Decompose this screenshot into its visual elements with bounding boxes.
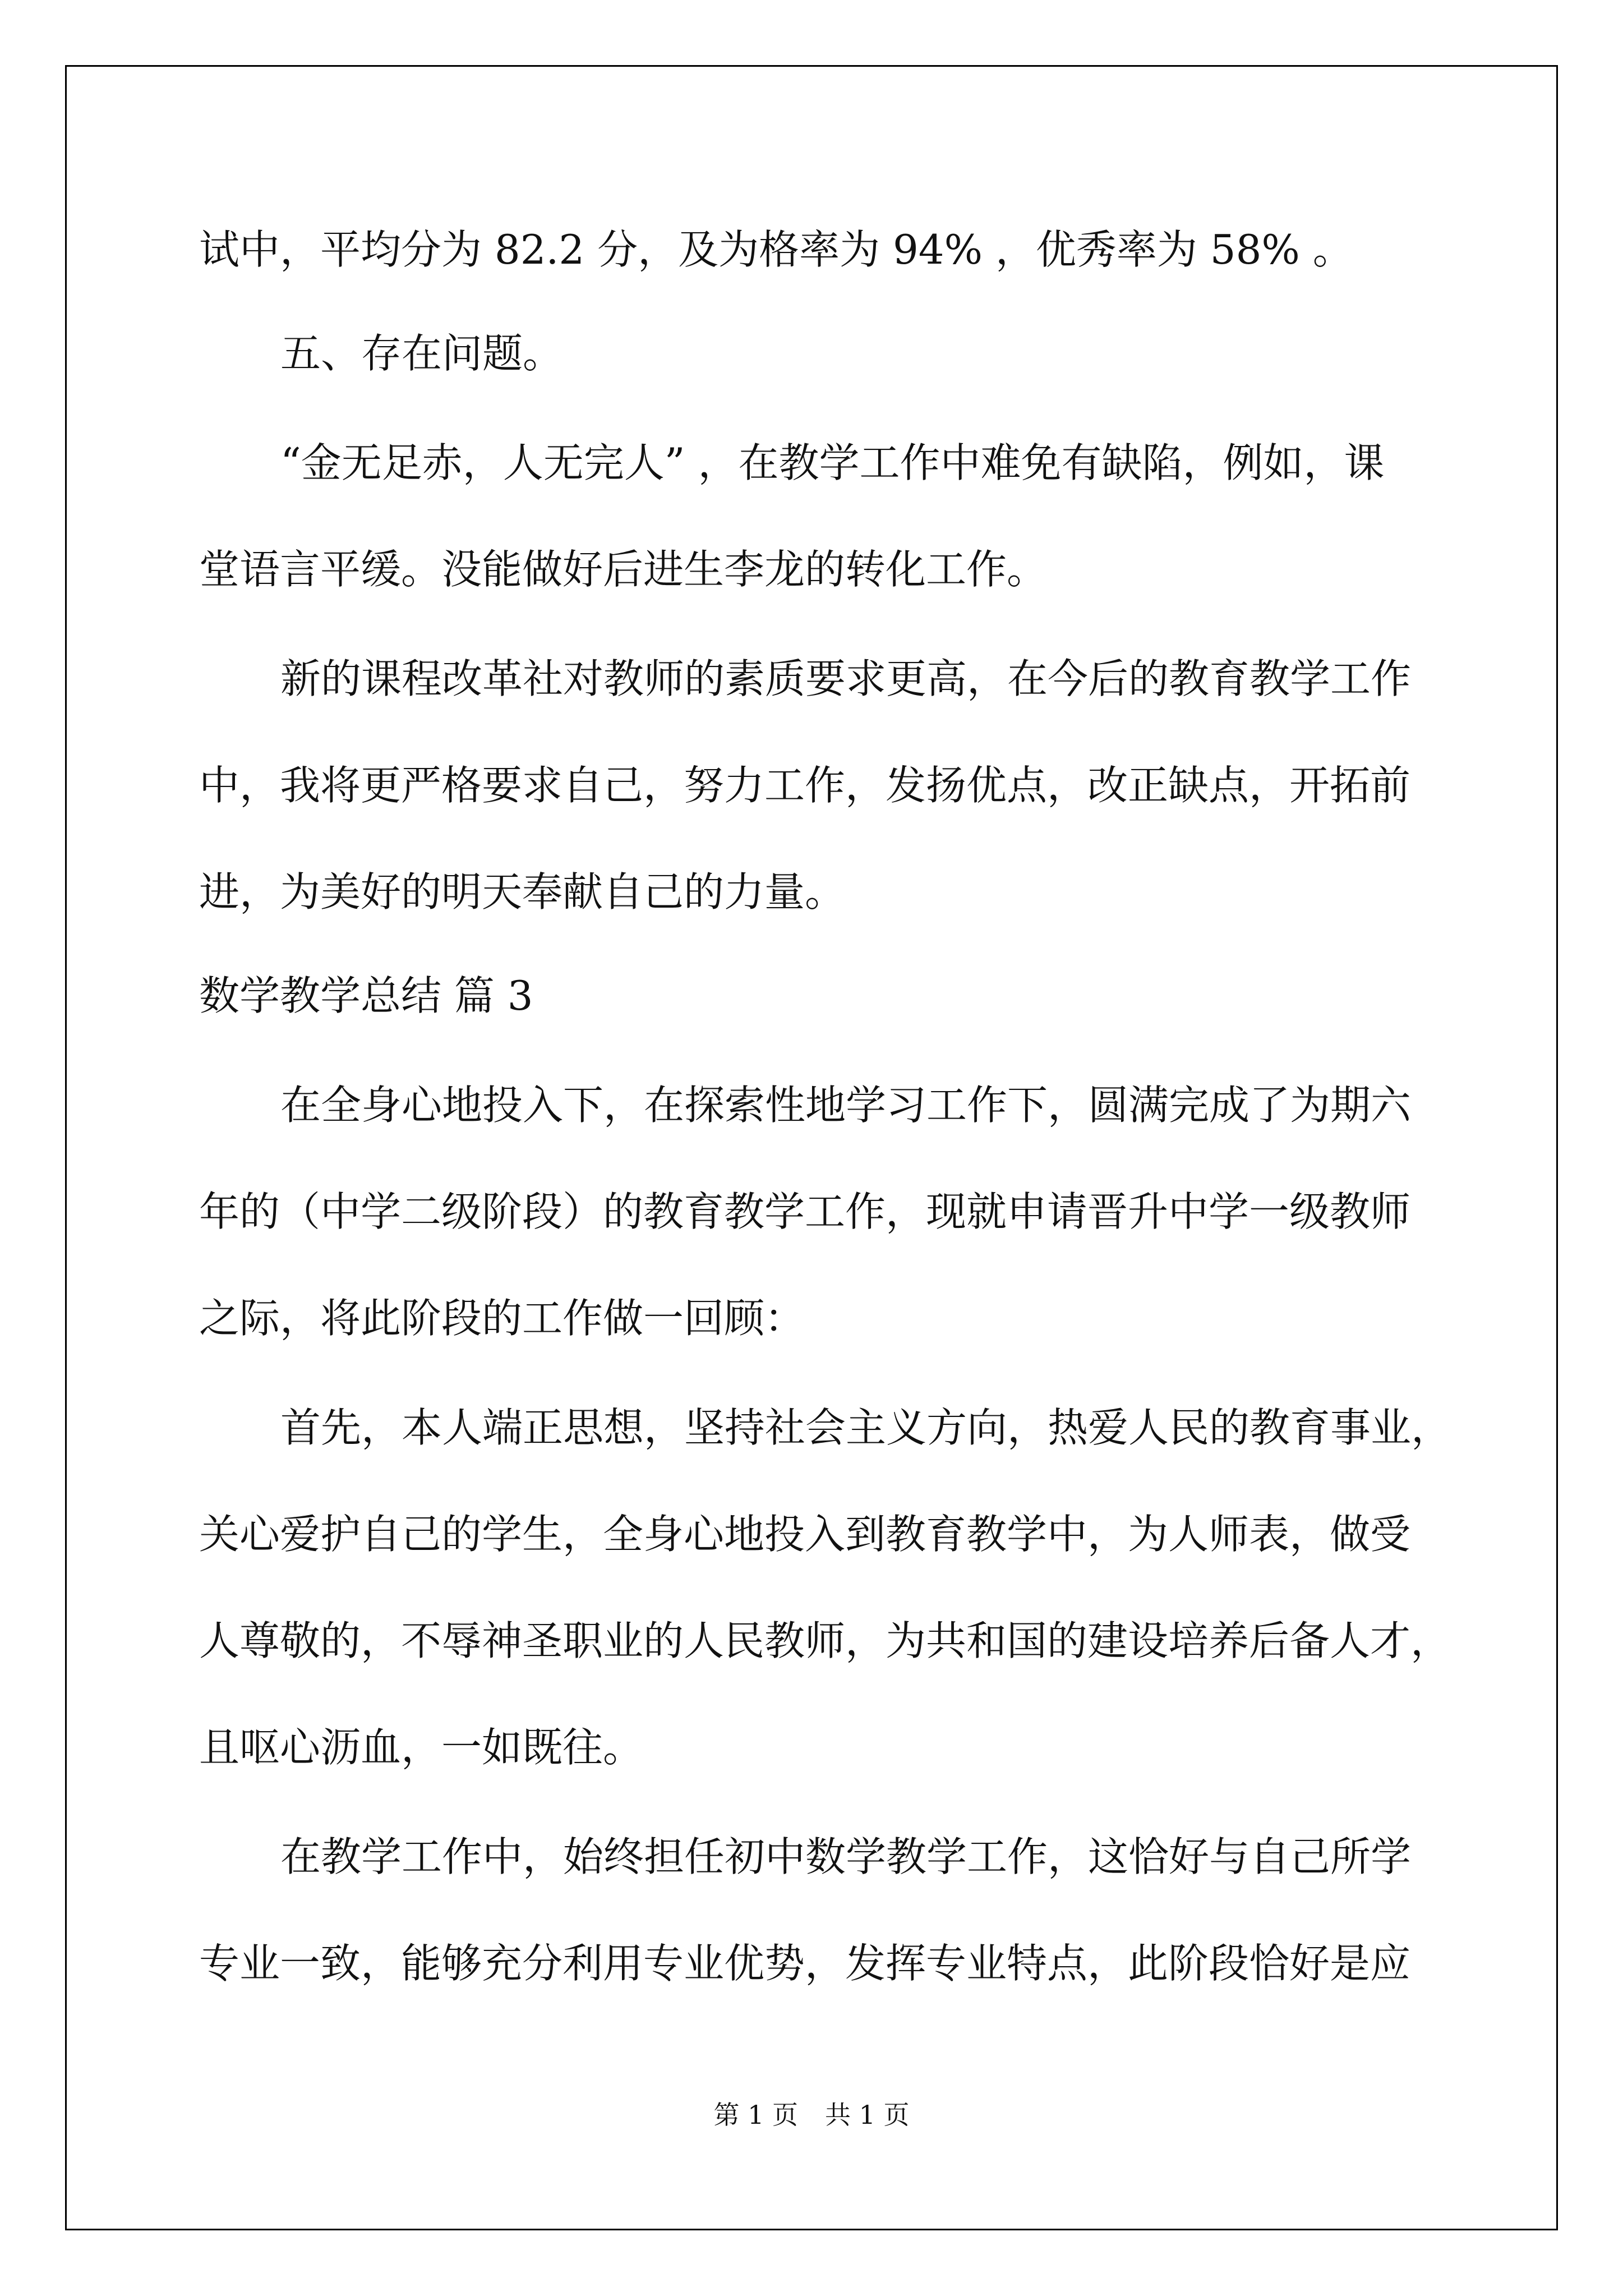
text-line: 中，我将更严格要求自己，努力工作，发扬优点，改正缺点，开拓前 bbox=[199, 762, 1411, 809]
text-line: 人尊敬的，不辱神圣职业的人民教师，为共和国的建设培养后备人才， bbox=[199, 1617, 1451, 1664]
page-footer bbox=[0, 2098, 1623, 2132]
text-line: 堂语言平缓。没能做好后进生李龙的转化工作。 bbox=[199, 546, 1048, 593]
text-line: 专业一致，能够充分利用专业优势，发挥专业特点，此阶段恰好是应 bbox=[199, 1940, 1411, 1987]
text-line: 之际，将此阶段的工作做一回顾： bbox=[199, 1295, 805, 1342]
text-line: 在教学工作中，始终担任初中数学教学工作，这恰好与自己所学 bbox=[280, 1833, 1412, 1880]
text-line: 新的课程改革社对教师的素质要求更高，在今后的教育教学工作 bbox=[280, 655, 1412, 702]
page-frame bbox=[65, 65, 1558, 2230]
page-total: 共 1 页 bbox=[825, 2100, 910, 2130]
article-title: 数学教学总结 篇 3 bbox=[199, 972, 533, 1019]
text-line: 首先，本人端正思想，坚持社会主义方向，热爱人民的教育事业， bbox=[280, 1404, 1452, 1451]
text-line: 在全身心地投入下，在探索性地学习工作下，圆满完成了为期六 bbox=[280, 1082, 1412, 1129]
text-line: 年的（中学二级阶段）的教育教学工作，现就申请晋升中学一级教师 bbox=[199, 1188, 1411, 1235]
text-line: 进，为美好的明天奉献自己的力量。 bbox=[199, 868, 846, 915]
text-line: 关心爱护自己的学生，全身心地投入到教育教学中，为人师表，做受 bbox=[199, 1511, 1411, 1558]
page-number: 第 1 页 bbox=[713, 2100, 798, 2130]
section-heading: 五、存在问题。 bbox=[280, 330, 564, 377]
text-line: “金无足赤，人无完人” ，在教学工作中难免有缺陷，例如，课 bbox=[280, 439, 1385, 486]
text-line: 且呕心沥血，一如既往。 bbox=[199, 1724, 644, 1771]
text-line: 试中，平均分为 82.2 分，及为格率为 94% ，优秀率为 58% 。 bbox=[199, 226, 1353, 273]
